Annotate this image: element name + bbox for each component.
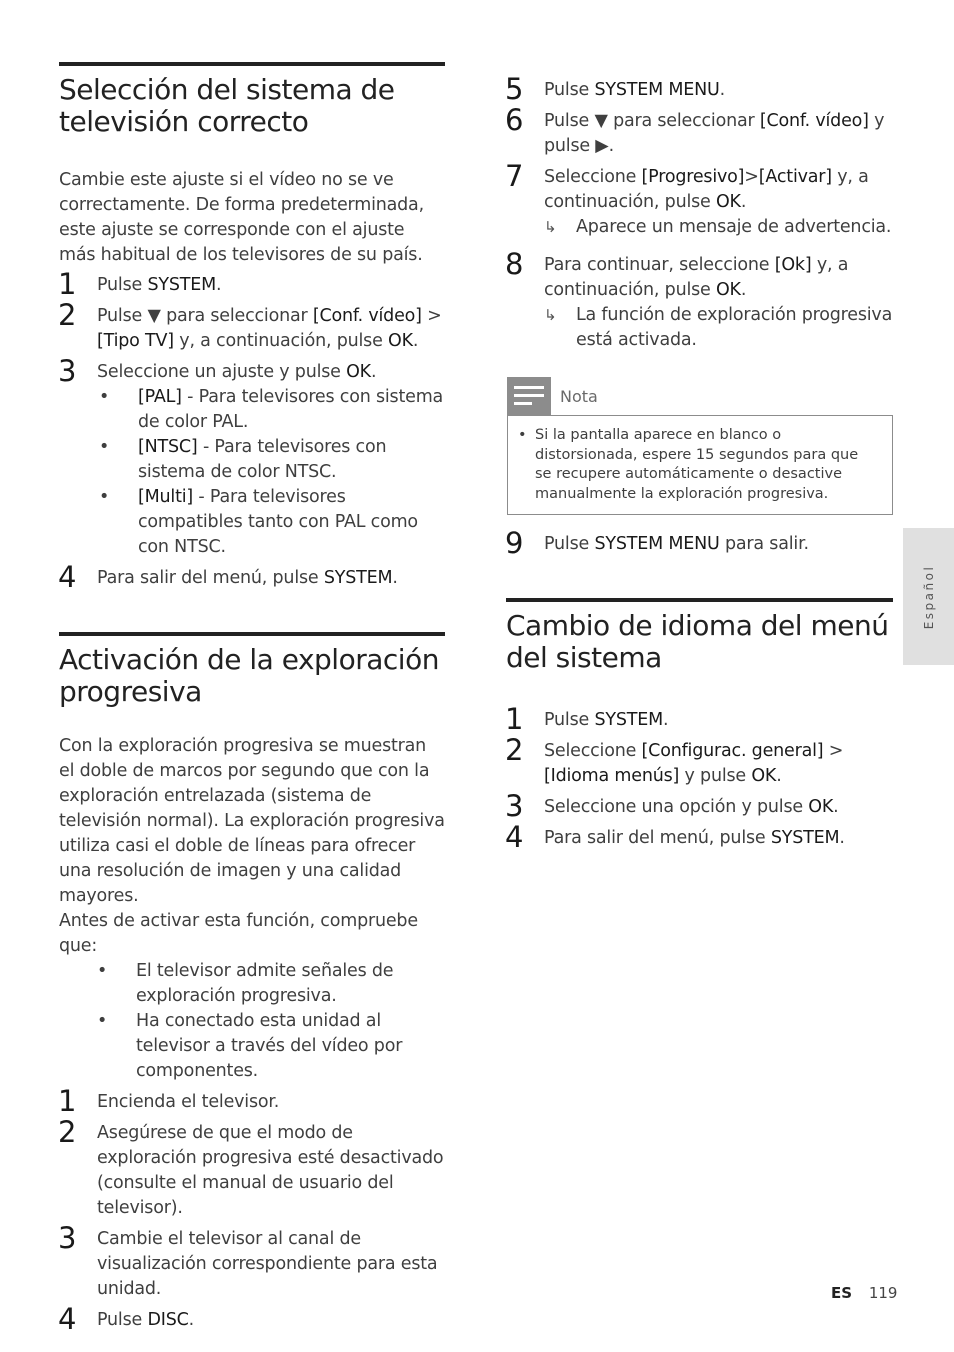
step-number: 6 (505, 103, 524, 137)
bullet-list (59, 385, 445, 560)
step-item (505, 526, 894, 560)
step-text: Pulse (544, 80, 595, 100)
step-text: Pulse ▼ para seleccionar (544, 111, 760, 131)
bullet-text: - Para televisores compatibles tanto con PAL como con NTSC. (138, 487, 418, 557)
key-label: [Multi] (138, 487, 194, 507)
bullet-item (99, 385, 445, 435)
note-text: Si la pantalla aparece en blanco o distorsionada, espere 15 segundos para que se recupere automáticamente o desactive manualmente la exploración progresiva. (535, 427, 859, 502)
step-item (58, 298, 445, 354)
step-text: Cambie el televisor al canal de visualización correspondiente para esta unidad. (97, 1229, 438, 1299)
step-item (505, 247, 894, 353)
step-item (505, 103, 894, 159)
step-number: 2 (58, 298, 77, 332)
step-number: 2 (58, 1115, 77, 1149)
bullet-text: El televisor admite señales de exploración progresiva. (136, 961, 394, 1006)
step-item (58, 354, 445, 560)
section-intro-2: Antes de activar esta función, compruebe que: (59, 911, 418, 956)
step-result (544, 215, 894, 240)
note-icon (507, 377, 551, 415)
step-text: . (833, 797, 839, 817)
key-label: SYSTEM MENU (594, 534, 720, 554)
left-column (58, 62, 445, 1336)
step-number: 1 (58, 1084, 77, 1118)
key-label: DISC (147, 1310, 189, 1330)
step-result (544, 303, 894, 353)
note-box (507, 377, 893, 515)
step-text: y, a continuación, pulse (544, 167, 869, 212)
step-text: Para salir del menú, pulse (544, 828, 771, 848)
step-item (58, 1084, 445, 1118)
section-rule (59, 632, 445, 636)
right-column-lower (505, 526, 894, 854)
step-item (505, 789, 894, 823)
section-title-tv-system: Selección del sistema de televisión correcto (59, 73, 395, 138)
step-text: Pulse (97, 1310, 148, 1330)
step-text: y, a continuación, pulse (173, 331, 389, 351)
step-number: 3 (58, 354, 77, 388)
language-side-tab (903, 528, 954, 665)
step-number: 4 (58, 560, 77, 594)
step-text: Seleccione un ajuste y pulse (97, 362, 347, 382)
step-text: Pulse (544, 710, 595, 730)
bullet-item (99, 485, 445, 560)
result-arrow-icon: ↳ (544, 306, 557, 324)
step-text: Para continuar, seleccione (544, 255, 775, 275)
bullet-text: - Para televisores con sistema de color PAL. (138, 387, 444, 432)
key-label: SYSTEM MENU (594, 80, 720, 100)
steps-list (505, 526, 894, 560)
bullet-list (59, 959, 445, 1084)
key-label: [Idioma menús] (544, 766, 680, 786)
step-item (505, 820, 894, 854)
key-label: OK (751, 766, 777, 786)
step-number: 3 (58, 1221, 77, 1255)
key-label: OK (808, 797, 834, 817)
step-text: . (776, 766, 782, 786)
step-text: Para salir del menú, pulse (97, 568, 324, 588)
key-label: OK (715, 192, 741, 212)
step-text: Seleccione una opción y pulse (544, 797, 809, 817)
step-text: > (421, 306, 442, 326)
step-text: . (392, 568, 398, 588)
step-text: Pulse (544, 534, 595, 554)
bullet-icon: • (97, 1011, 108, 1031)
step-text: . (719, 80, 725, 100)
step-text: . (663, 710, 669, 730)
step-item (58, 1221, 445, 1302)
step-item (505, 72, 894, 106)
key-label: OK (715, 280, 741, 300)
section-rule (59, 62, 445, 66)
key-label: SYSTEM (770, 828, 840, 848)
section-intro: Cambie este ajuste si el vídeo no se ve correctamente. De forma predeterminada, este ajuste se corresponde con el ajuste más habitual de los televisores de su país. (59, 170, 424, 265)
result-text: La función de exploración progresiva está activada. (576, 305, 893, 350)
steps-list (58, 267, 445, 594)
key-label: [Conf. vídeo] (759, 111, 869, 131)
step-text: Pulse ▼ para seleccionar (97, 306, 313, 326)
key-label: OK (346, 362, 371, 382)
step-number: 2 (505, 733, 524, 767)
step-number: 7 (505, 159, 524, 193)
key-label: [NTSC] (138, 437, 198, 457)
step-number: 1 (58, 267, 77, 301)
language-tab-label: Español (921, 564, 936, 629)
step-number: 3 (505, 789, 524, 823)
step-item (58, 560, 445, 594)
step-text: Pulse (97, 275, 148, 295)
step-text: > (823, 741, 844, 761)
bullet-item (97, 1009, 445, 1084)
section-intro: Con la exploración progresiva se muestran el doble de marcos por segundo que con la exploración entrelazada (sistema de televisión normal). La exploración progresiva utiliza casi el doble de líneas para ofrecer una resolución de imagen y una calidad mayores. (59, 736, 445, 906)
key-label: [Configurac. general] (641, 741, 824, 761)
step-item (58, 1115, 445, 1221)
step-text: . (740, 280, 747, 300)
step-text: para salir. (719, 534, 809, 554)
step-text: y pulse (679, 766, 752, 786)
step-text: y, a continuación, pulse (544, 255, 849, 300)
section-title-progressive-scan: Activación de la exploración progresiva (59, 643, 439, 708)
step-item (505, 733, 894, 789)
page-number: 119 (868, 1284, 898, 1302)
note-content (507, 415, 893, 515)
key-label: OK (388, 331, 413, 351)
step-text: . (412, 331, 419, 351)
key-label: [Progresivo] (641, 167, 745, 187)
bullet-icon: • (99, 387, 110, 407)
bullet-item (97, 959, 445, 1009)
bullet-text: - Para televisores con sistema de color NTSC. (138, 437, 387, 482)
steps-list (505, 72, 894, 353)
section-title-menu-language: Cambio de idioma del menú del sistema (506, 609, 889, 674)
result-arrow-icon: ↳ (544, 218, 557, 236)
step-number: 8 (505, 247, 524, 281)
step-number: 4 (58, 1302, 77, 1336)
section-rule (506, 598, 893, 602)
step-text: . (188, 1310, 194, 1330)
footer-language-code: ES (831, 1284, 853, 1302)
page-footer (831, 1284, 897, 1302)
key-label: SYSTEM (323, 568, 393, 588)
step-item (58, 1302, 445, 1336)
key-label: [Tipo TV] (97, 331, 174, 351)
step-text: . (216, 275, 222, 295)
step-text: . (370, 362, 377, 382)
bullet-icon: • (99, 487, 110, 507)
step-text: Asegúrese de que el modo de exploración progresiva esté desactivado (consulte el manual de usuario del televisor). (97, 1123, 444, 1218)
key-label: [Conf. vídeo] (312, 306, 422, 326)
key-label: [PAL] (138, 387, 182, 407)
key-label: SYSTEM (594, 710, 664, 730)
step-number: 9 (505, 526, 524, 560)
step-item (505, 159, 894, 240)
result-text: Aparece un mensaje de advertencia. (576, 217, 892, 237)
bullet-icon: • (99, 437, 110, 457)
bullet-text: Ha conectado esta unidad al televisor a través del vídeo por componentes. (136, 1011, 403, 1081)
key-label: [Ok] (774, 255, 812, 275)
step-text: . (740, 192, 747, 212)
step-text: Encienda el televisor. (97, 1092, 280, 1112)
right-column (505, 72, 894, 353)
step-number: 5 (505, 72, 524, 106)
step-number: 1 (505, 702, 524, 736)
step-text: Seleccione (544, 741, 642, 761)
step-number: 4 (505, 820, 524, 854)
steps-list (58, 1084, 445, 1336)
step-text: Seleccione (544, 167, 642, 187)
step-item (505, 702, 894, 736)
step-text: y pulse ▶. (544, 111, 885, 156)
step-text: > (744, 167, 759, 187)
bullet-item (99, 435, 445, 485)
note-label: Nota (560, 387, 598, 406)
step-text: . (839, 828, 845, 848)
bullet-icon: • (518, 427, 527, 443)
key-label: [Activar] (758, 167, 832, 187)
step-item (58, 267, 445, 301)
bullet-icon: • (97, 961, 108, 981)
steps-list (505, 702, 894, 854)
key-label: SYSTEM (147, 275, 217, 295)
